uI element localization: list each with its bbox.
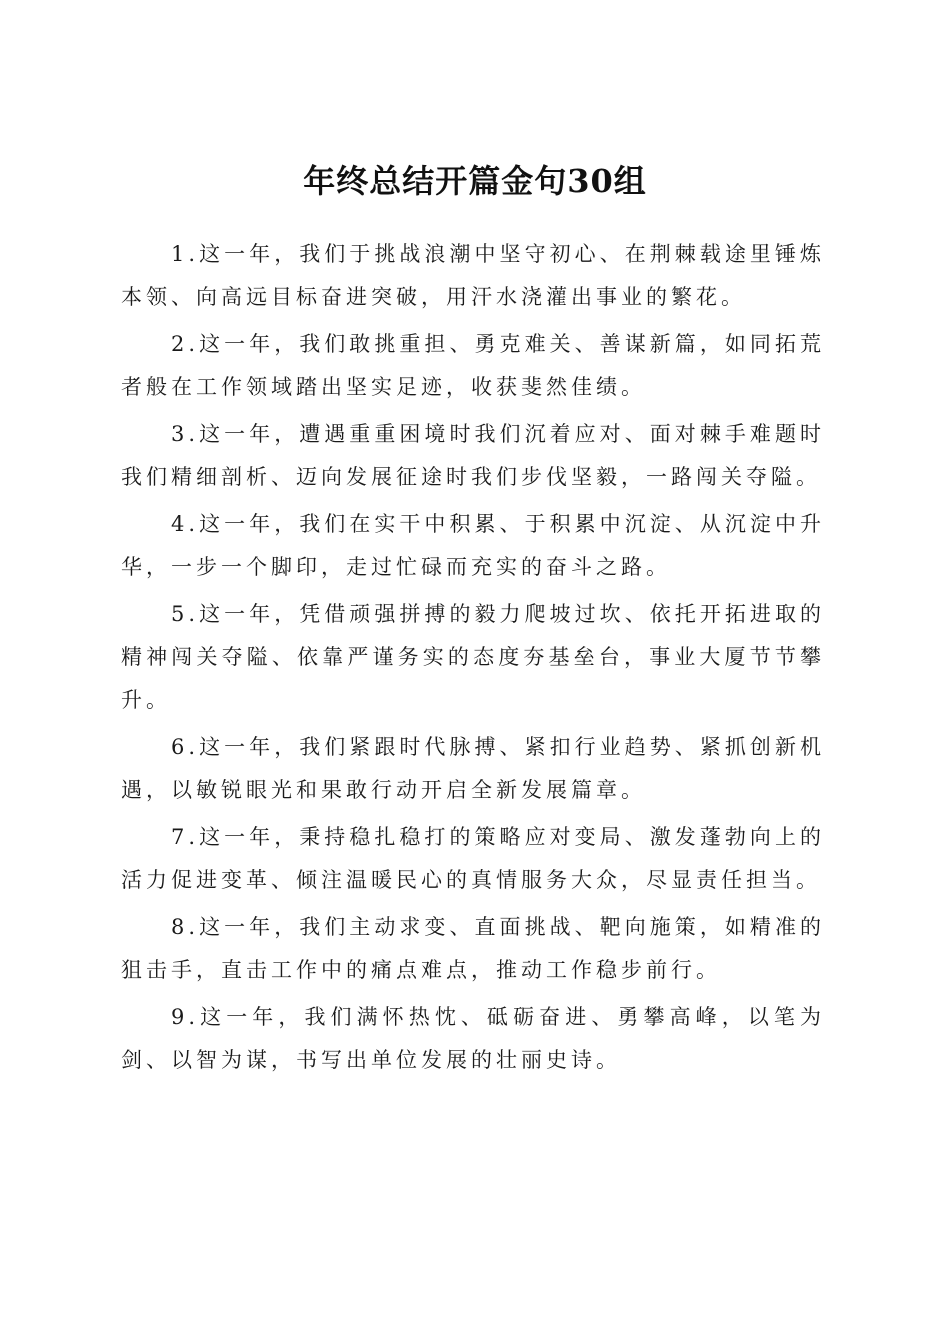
paragraph-1: 1.这一年，我们于挑战浪潮中坚守初心、在荆棘载途里锤炼本领、向高远目标奋进突破，用汗水浇灌出事业的繁花。	[121, 242, 825, 309]
paragraph-3: 3.这一年，遭遇重重困境时我们沉着应对、面对棘手难题时我们精细剖析、迈向发展征途时我们步伐坚毅，一路闯关夺隘。	[121, 422, 825, 489]
document-title: 年终总结开篇金句30组	[303, 162, 647, 201]
paragraph-4: 4.这一年，我们在实干中积累、于积累中沉淀、从沉淀中升华，一步一个脚印，走过忙碌而充实的奋斗之路。	[121, 512, 825, 579]
paragraph-9: 9.这一年，我们满怀热忱、砥砺奋进、勇攀高峰，以笔为剑、以智为谋，书写出单位发展的壮丽史诗。	[121, 1005, 825, 1072]
document-body	[121, 233, 825, 1086]
paragraph-2: 2.这一年，我们敢挑重担、勇克难关、善谋新篇，如同拓荒者般在工作领域踏出坚实足迹，收获斐然佳绩。	[121, 332, 825, 399]
paragraph-6: 6.这一年，我们紧跟时代脉搏、紧扣行业趋势、紧抓创新机遇，以敏锐眼光和果敢行动开启全新发展篇章。	[121, 735, 825, 802]
paragraph-8: 8.这一年，我们主动求变、直面挑战、靶向施策，如精准的狙击手，直击工作中的痛点难点，推动工作稳步前行。	[121, 915, 825, 982]
paragraph-7: 7.这一年，秉持稳扎稳打的策略应对变局、激发蓬勃向上的活力促进变革、倾注温暖民心的真情服务大众，尽显责任担当。	[121, 825, 825, 892]
paragraph-5: 5.这一年，凭借顽强拼搏的毅力爬坡过坎、依托开拓进取的精神闯关夺隘、依靠严谨务实的态度夯基垒台，事业大厦节节攀升。	[121, 602, 825, 712]
